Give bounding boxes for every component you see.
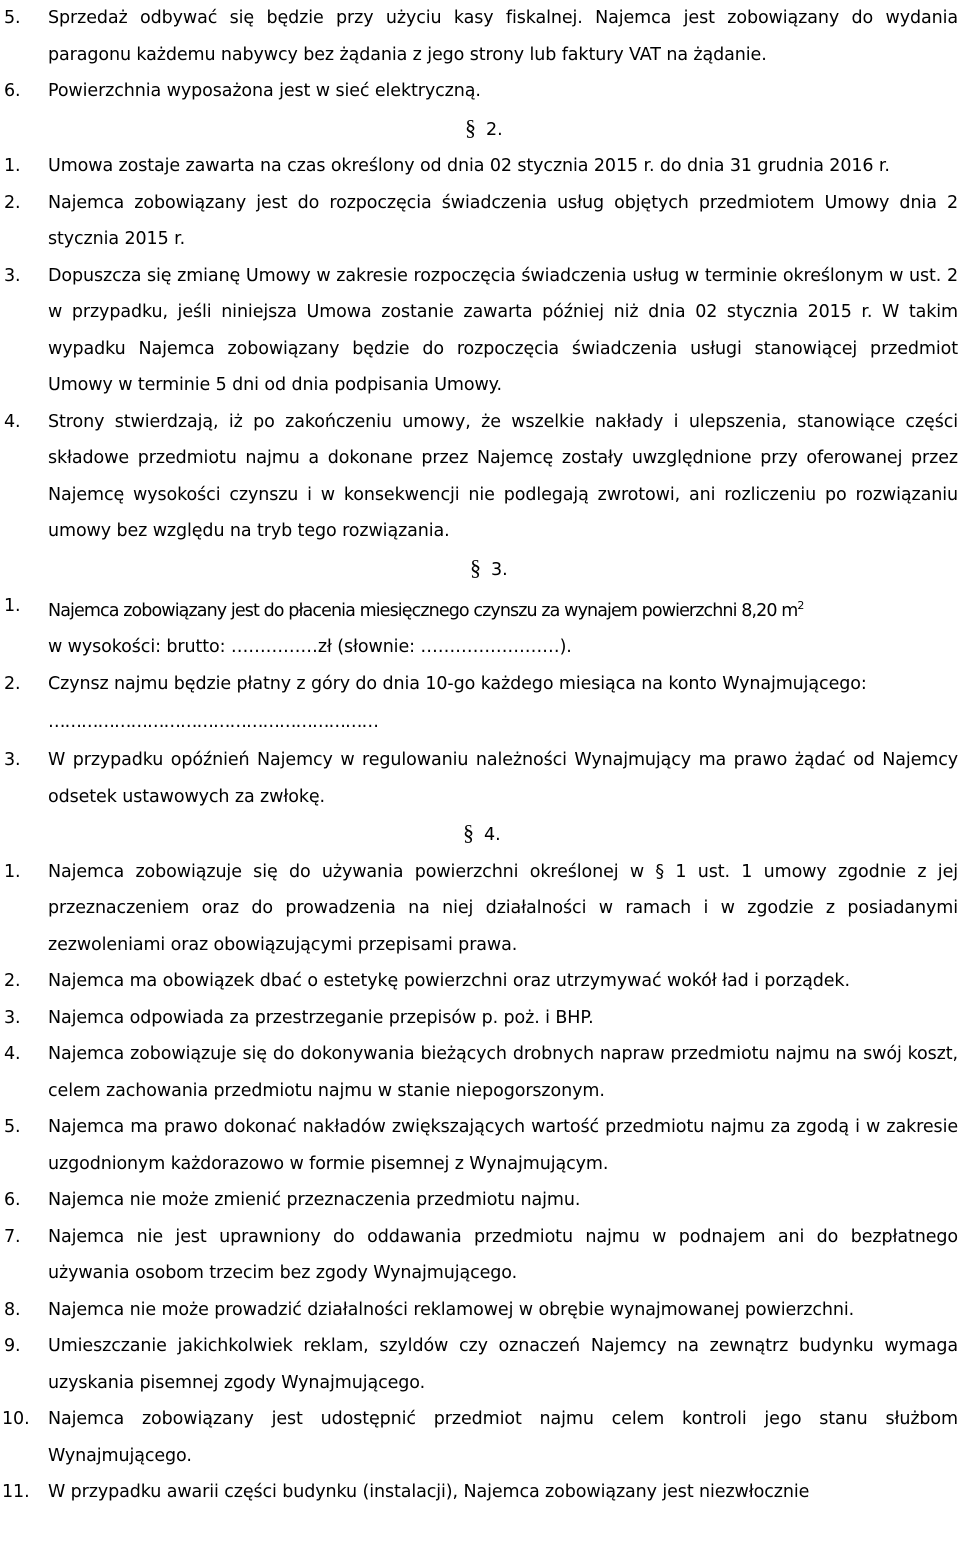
item-number: 2. xyxy=(4,192,21,213)
paragraph-sign: § xyxy=(463,820,474,846)
list-item xyxy=(0,1182,960,1219)
dotted-placeholder: …………………………………………………… xyxy=(48,712,378,733)
item-text-continued: w wysokości: brutto: ……………zł (słownie: ……………………). xyxy=(48,637,572,658)
list-item xyxy=(0,1328,960,1401)
item-text: Najemca ma obowiązek dbać o estetykę powierzchni oraz utrzymywać wokół ład i porządek. xyxy=(48,971,850,992)
item-number: 4. xyxy=(4,1044,21,1065)
section-heading-4 xyxy=(0,815,960,854)
item-number: 10. xyxy=(2,1409,30,1430)
item-number: 1. xyxy=(4,596,21,616)
list-item xyxy=(0,1036,960,1109)
item-text: Strony stwierdzają, iż po zakończeniu umowy, że wszelkie nakłady i ulepszenia, stanowiące części składowe przedmiotu najmu a dokonane przez Najemcę zostały uwzględnione przy oferowanej przez Najemcę wysokości czynszu i w konsekwencji nie podlegają zwrotowi, ani rozliczeniu po rozwiązaniu umowy bez względu na tryb tego rozwiązania. xyxy=(48,411,958,541)
section-number: 2. xyxy=(486,119,503,140)
item-number: 5. xyxy=(4,1117,21,1138)
item-number: 1. xyxy=(4,861,21,882)
item-number: 2. xyxy=(4,673,21,694)
item-text: Najemca nie może prowadzić działalności reklamowej w obrębie wynajmowanej powierzchni. xyxy=(48,1299,855,1320)
item-text: Najemca zobowiązany jest udostępnić przedmiot najmu celem kontroli jego stanu służbom Wynajmującego. xyxy=(48,1409,958,1466)
item-text: Dopuszcza się zmianę Umowy w zakresie rozpoczęcia świadczenia usług w terminie określonym w ust. 2 w przypadku, jeśli niniejsza Umowa zostanie zawarta później niż dnia 02 stycznia 2015 r. W takim wypadku Najemca zobowiązany będzie do rozpoczęcia świadczenia usługi stanowiącej przedmiot Umowy w terminie 5 dni od dnia podpisania Umowy. xyxy=(48,265,958,395)
item-number: 4. xyxy=(4,411,21,432)
item-text: Sprzedaż odbywać się będzie przy użyciu kasy fiskalnej. Najemca jest zobowiązany do wydania paragonu każdemu nabywcy bez żądania z jego strony lub faktury VAT na żądanie. xyxy=(48,8,958,65)
item-text: Czynsz najmu będzie płatny z góry do dnia 10-go każdego miesiąca na konto Wynajmującego: xyxy=(48,673,867,694)
list-item xyxy=(0,742,960,815)
list-item xyxy=(0,963,960,1000)
section-number: 4. xyxy=(484,825,501,846)
item-text: Umieszczanie jakichkolwiek reklam, szyldów czy oznaczeń Najemcy na zewnątrz budynku wymaga uzyskania pisemnej zgody Wynajmującego. xyxy=(48,1336,958,1393)
list-item xyxy=(0,588,960,666)
item-text: Najemca nie jest uprawniony do oddawania przedmiotu najmu w podnajem ani do bezpłatnego używania osobom trzecim bez zgody Wynajmującego. xyxy=(48,1226,958,1284)
list-item xyxy=(0,1219,960,1292)
list-item xyxy=(0,1000,960,1037)
item-text: W przypadku awarii części budynku (instalacji), Najemca zobowiązany jest niezwłocznie xyxy=(48,1482,810,1503)
paragraph-sign: § xyxy=(470,554,481,580)
item-number: 3. xyxy=(4,1007,21,1028)
list-item xyxy=(0,73,960,110)
item-text: Powierzchnia wyposażona jest w sieć elektryczną. xyxy=(48,81,481,101)
item-number: 8. xyxy=(4,1299,21,1320)
list-item xyxy=(0,666,960,703)
item-number: 5. xyxy=(4,8,21,28)
list-item xyxy=(0,0,960,73)
item-text: Najemca zobowiązuje się do dokonywania bieżących drobnych napraw przedmiotu najmu na swój koszt, celem zachowania przedmiotu najmu w stanie niepogorszonym. xyxy=(48,1044,958,1101)
item-text: Najemca zobowiązany jest do rozpoczęcia świadczenia usług objętych przedmiotem Umowy dnia 2 stycznia 2015 r. xyxy=(48,192,958,249)
item-number: 2. xyxy=(4,971,21,992)
item-number: 11. xyxy=(2,1482,30,1503)
item-number: 6. xyxy=(4,81,21,101)
list-item xyxy=(0,258,960,404)
section-heading-2 xyxy=(0,110,960,149)
item-number: 3. xyxy=(4,265,21,286)
list-item xyxy=(0,1401,960,1474)
item-text: Najemca odpowiada za przestrzeganie przepisów p. poż. i BHP. xyxy=(48,1007,594,1028)
item-number: 1. xyxy=(4,156,21,176)
list-item xyxy=(0,404,960,550)
section-number: 3. xyxy=(491,559,508,580)
list-item xyxy=(0,185,960,258)
list-item xyxy=(0,1474,960,1511)
item-text: Najemca ma prawo dokonać nakładów zwiększających wartość przedmiotu najmu za zgodą i w zakresie uzgodnionym każdorazowo w formie pisemnej z Wynajmującym. xyxy=(48,1117,958,1174)
item-text: Najemca zobowiązany jest do płacenia miesięcznego czynszu za wynajem powierzchni 8,20 m xyxy=(48,600,798,621)
item-text: W przypadku opóźnień Najemcy w regulowaniu należności Wynajmujący ma prawo żądać od Najemcy odsetek ustawowych za zwłokę. xyxy=(48,750,958,807)
item-number: 6. xyxy=(4,1190,21,1211)
item-text: Najemca nie może zmienić przeznaczenia przedmiotu najmu. xyxy=(48,1190,581,1211)
item-text: Najemca zobowiązuje się do używania powierzchni określonej w § 1 ust. 1 umowy zgodnie z jej przeznaczeniem oraz do prowadzenia na niej działalności w ramach i w zgodzie z posiadanymi zezwoleniami oraz obowiązującymi przepisami prawa. xyxy=(48,861,958,955)
section-heading-3 xyxy=(0,550,960,589)
item-text: Umowa zostaje zawarta na czas określony od dnia 02 stycznia 2015 r. do dnia 31 grudnia 2016 r. xyxy=(48,156,890,176)
superscript: 2 xyxy=(797,599,805,612)
list-item xyxy=(0,1109,960,1182)
list-item xyxy=(0,148,960,185)
item-number: 7. xyxy=(4,1226,21,1247)
paragraph-sign: § xyxy=(465,114,476,140)
list-item xyxy=(0,854,960,964)
list-item xyxy=(0,1292,960,1329)
item-number: 9. xyxy=(4,1336,21,1357)
item-number: 3. xyxy=(4,750,21,771)
